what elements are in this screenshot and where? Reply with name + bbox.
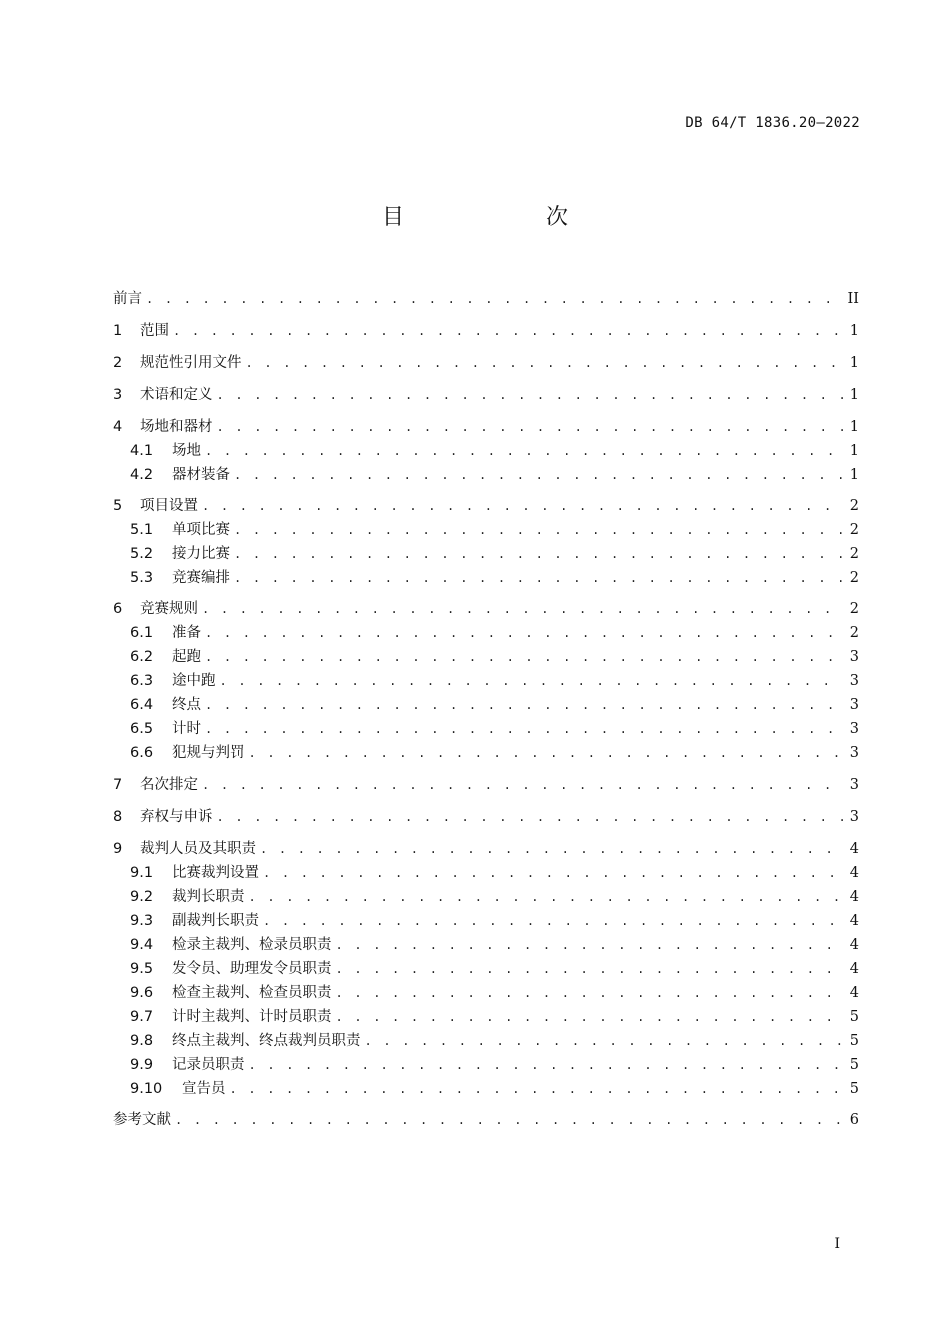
toc-entry-number: 9 [113,841,123,857]
toc-entry[interactable] [113,352,859,374]
toc-entry-number: 6.4 [130,697,154,713]
toc-entry-label: 竞赛规则 [140,601,198,617]
dot-leader [249,1054,844,1076]
toc-entry[interactable] [113,806,859,828]
toc-entry-label: 副裁判长职责 [172,913,259,929]
toc-entry-number: 5.1 [130,522,154,538]
toc-entry-label: 裁判长职责 [172,889,245,905]
toc-entry-label: 参考文献 [113,1112,171,1128]
toc-entry-label: 场地和器材 [140,419,213,435]
toc-title: 目 次 [381,205,628,230]
toc-entry[interactable] [130,440,859,462]
toc-entry-number: 4.2 [130,467,154,483]
toc-entry[interactable] [130,670,859,692]
toc-entry-number: 9.10 [130,1081,163,1097]
toc-entry-label: 记录员职责 [172,1057,245,1073]
dot-leader [205,694,843,716]
toc-entry-number: 8 [113,809,123,825]
toc-entry-label: 宣告员 [182,1081,226,1097]
toc-entry[interactable] [130,1030,859,1052]
toc-entry-number: 4.1 [130,443,154,459]
toc-entry-label: 弃权与申诉 [140,809,213,825]
toc-entry-label: 单项比赛 [172,522,230,538]
toc-entry-page: 3 [849,745,859,761]
dot-leader [260,838,843,860]
toc-entry-page: 4 [849,961,859,977]
toc-entry[interactable] [130,464,859,486]
toc-entry-label: 起跑 [172,649,201,665]
toc-entry-number: 9.5 [130,961,154,977]
toc-entry[interactable] [113,1109,859,1131]
toc-entry-label: 规范性引用文件 [140,355,242,371]
toc-entry-page: 2 [849,498,859,514]
toc-entry[interactable] [113,288,859,310]
toc-entry-page: 4 [849,841,859,857]
toc-entry-label: 器材装备 [172,467,230,483]
toc-entry[interactable] [113,598,859,620]
toc-entry-page: 4 [849,937,859,953]
toc-entry-page: 4 [849,865,859,881]
toc-entry-number: 7 [113,777,123,793]
toc-entry[interactable] [113,416,859,438]
toc-entry[interactable] [130,1078,859,1100]
dot-leader [234,519,843,541]
toc-entry-number: 9.4 [130,937,154,953]
toc-entry-number: 9.8 [130,1033,154,1049]
dot-leader [234,543,843,565]
dot-leader [263,910,843,932]
toc-entry-label: 发令员、助理发令员职责 [172,961,332,977]
toc-entry-number: 5 [113,498,123,514]
toc-entry-page: 3 [849,809,859,825]
toc-entry-page: 6 [849,1112,859,1128]
toc-entry[interactable] [130,543,859,565]
toc-entry-label: 术语和定义 [140,387,213,403]
toc-entry-label: 准备 [172,625,201,641]
toc-entry[interactable] [130,646,859,668]
toc-entry-label: 竞赛编排 [172,570,230,586]
toc-entry-page: 4 [849,889,859,905]
toc-entry-number: 6 [113,601,123,617]
dot-leader [230,1078,844,1100]
toc-entry-page: 5 [849,1033,859,1049]
toc-entry[interactable] [130,718,859,740]
dot-leader [205,718,843,740]
toc-entry-page: 3 [849,673,859,689]
toc-entry[interactable] [130,567,859,589]
dot-leader [249,886,844,908]
toc-entry-number: 6.6 [130,745,154,761]
toc-entry[interactable] [130,958,859,980]
dot-leader [205,622,843,644]
toc-entry[interactable] [130,862,859,884]
toc-entry-number: 9.7 [130,1009,154,1025]
toc-entry[interactable] [113,774,859,796]
toc-entry-page: 3 [849,649,859,665]
dot-leader [220,670,844,692]
toc-entry-label: 名次排定 [140,777,198,793]
dot-leader [205,646,843,668]
toc-entry-label: 犯规与判罚 [172,745,245,761]
toc-entry-page: 3 [849,721,859,737]
dot-leader [246,352,844,374]
toc-entry-number: 6.2 [130,649,154,665]
toc-entry-number: 4 [113,419,123,435]
toc-entry-number: 6.3 [130,673,154,689]
toc-entry-number: 5.3 [130,570,154,586]
toc-entry-page: 1 [849,419,859,435]
dot-leader [146,288,842,310]
toc-entry-label: 范围 [140,323,169,339]
toc-entry-label: 终点主裁判、终点裁判员职责 [172,1033,361,1049]
document-code: DB 64/T 1836.20—2022 [685,115,860,131]
toc-entry[interactable] [130,886,859,908]
toc-entry[interactable] [113,495,859,517]
toc-entry-page: 5 [849,1057,859,1073]
toc-entry[interactable] [130,982,859,1004]
toc-entry-number: 6.1 [130,625,154,641]
toc-entry[interactable] [130,1006,859,1028]
toc-entry-number: 1 [113,323,123,339]
toc-entry-number: 9.1 [130,865,154,881]
toc-entry-label: 接力比赛 [172,546,230,562]
toc-entry-page: 1 [849,323,859,339]
toc-entry-page: 2 [849,570,859,586]
toc-entry[interactable] [113,320,859,342]
toc-entry[interactable] [130,934,859,956]
dot-leader [173,320,843,342]
toc-entry-number: 9.2 [130,889,154,905]
toc-entry-number: 9.9 [130,1057,154,1073]
dot-leader [217,416,844,438]
toc-entry[interactable] [130,1054,859,1076]
dot-leader [202,495,843,517]
dot-leader [249,742,844,764]
dot-leader [205,440,843,462]
toc-entry-page: 5 [849,1009,859,1025]
toc-entry-page: 4 [849,985,859,1001]
toc-entry-number: 5.2 [130,546,154,562]
toc-entry-page: 4 [849,913,859,929]
dot-leader [336,982,844,1004]
toc-entry-page: 2 [849,625,859,641]
toc-entry-label: 终点 [172,697,201,713]
toc-entry-label: 检查主裁判、检查员职责 [172,985,332,1001]
dot-leader [336,1006,844,1028]
dot-leader [234,464,843,486]
dot-leader [365,1030,844,1052]
toc-entry[interactable] [130,910,859,932]
dot-leader [202,598,843,620]
toc-entry-label: 计时主裁判、计时员职责 [172,1009,332,1025]
toc-entry-page: 2 [849,601,859,617]
toc-entry-page: 3 [849,697,859,713]
toc-entry-label: 比赛裁判设置 [172,865,259,881]
toc-entry-label: 途中跑 [172,673,216,689]
dot-leader [263,862,843,884]
toc-entry[interactable] [130,742,859,764]
page-number: I [834,1236,840,1252]
dot-leader [217,806,844,828]
toc-entry-page: 3 [849,777,859,793]
toc-entry[interactable] [113,384,859,406]
toc-entry-label: 裁判人员及其职责 [140,841,256,857]
dot-leader [175,1109,843,1131]
toc-entry-page: 2 [849,546,859,562]
toc-entry-number: 9.6 [130,985,154,1001]
toc-entry-label: 计时 [172,721,201,737]
toc-entry[interactable] [130,519,859,541]
toc-entry-label: 检录主裁判、检录员职责 [172,937,332,953]
toc-entry-page: 1 [849,443,859,459]
toc-entry-page: 1 [849,467,859,483]
dot-leader [336,958,844,980]
dot-leader [202,774,843,796]
toc-entry-label: 项目设置 [140,498,198,514]
dot-leader [234,567,843,589]
dot-leader [217,384,844,406]
toc-entry-number: 9.3 [130,913,154,929]
toc-entry-page: 5 [849,1081,859,1097]
toc-entry-number: 3 [113,387,123,403]
toc-entry-number: 6.5 [130,721,154,737]
toc-entry-page: 1 [849,355,859,371]
toc-entry-page: 1 [849,387,859,403]
toc-entry-label: 场地 [172,443,201,459]
toc-entry-page: II [847,291,859,307]
toc-entry[interactable] [130,694,859,716]
toc-entry-label: 前言 [113,291,142,307]
toc-entry[interactable] [130,622,859,644]
toc-entry[interactable] [113,838,859,860]
toc-entry-page: 2 [849,522,859,538]
dot-leader [336,934,844,956]
toc-entry-number: 2 [113,355,123,371]
